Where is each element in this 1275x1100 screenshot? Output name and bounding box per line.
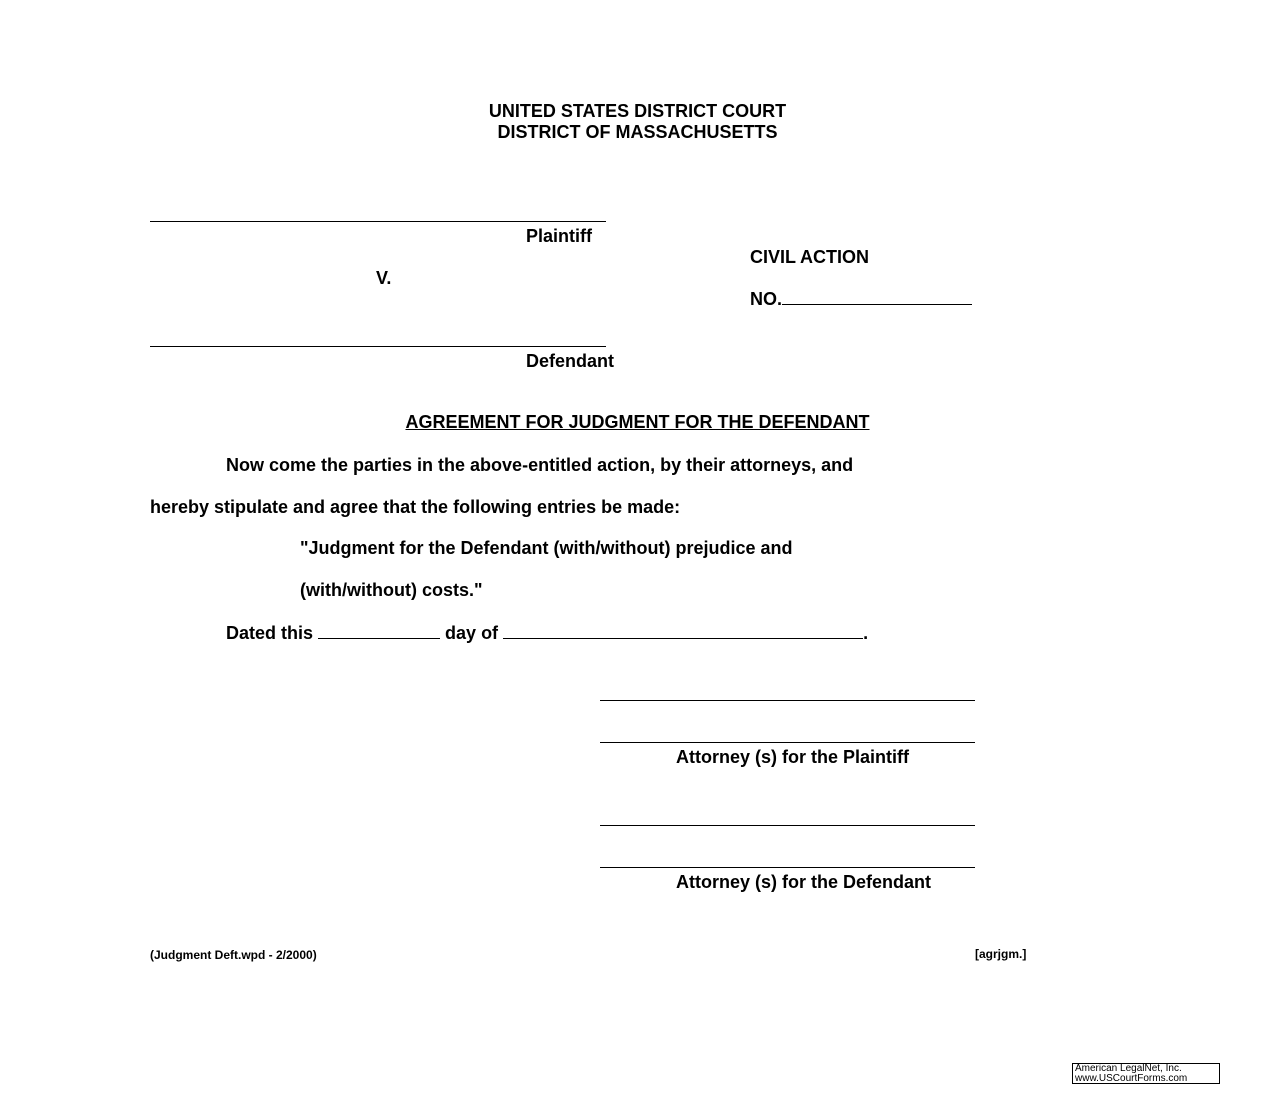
plaintiff-attorney-label: Attorney (s) for the Plaintiff: [676, 747, 909, 767]
plaintiff-label: Plaintiff: [526, 226, 592, 246]
defendant-line: [150, 346, 606, 347]
quote-line-1: "Judgment for the Defendant (with/without) prejudice and: [300, 538, 793, 558]
publisher-stamp: [1072, 1063, 1220, 1084]
dated-middle: day of: [445, 623, 499, 643]
court-name: UNITED STATES DISTRICT COURT: [488, 101, 787, 121]
month-blank: [503, 622, 863, 639]
defendant-attorney-label: Attorney (s) for the Defendant: [676, 872, 932, 892]
dated-prefix: Dated this: [226, 623, 314, 643]
body-line-1: Now come the parties in the above-entitled action, by their attorneys, and: [226, 455, 854, 475]
defendant-attorney-signature-line: [600, 825, 975, 826]
district-name: DISTRICT OF MASSACHUSETTS: [497, 122, 778, 142]
stamp-line-1: American LegalNet, Inc.: [1075, 1063, 1182, 1074]
quote-line-2: (with/without) costs.": [300, 580, 483, 600]
defendant-label: Defendant: [526, 351, 615, 371]
case-number-label: NO.: [750, 289, 783, 309]
body-line-2: hereby stipulate and agree that the following entries be made:: [150, 497, 681, 517]
footer-right: [agrjgm.]: [975, 947, 1027, 961]
case-number-blank: [782, 288, 972, 305]
plaintiff-line: [150, 221, 606, 222]
versus-label: V.: [376, 268, 392, 288]
civil-action-label: CIVIL ACTION: [750, 247, 870, 267]
day-blank: [318, 622, 440, 639]
plaintiff-attorney-signature-line: [600, 700, 975, 701]
plaintiff-attorney-name-line: [600, 742, 975, 743]
document-title: AGREEMENT FOR JUDGMENT FOR THE DEFENDANT: [405, 412, 870, 432]
case-number: [750, 288, 972, 309]
footer-left: (Judgment Deft.wpd - 2/2000): [150, 948, 317, 962]
stamp-line-2: www.USCourtForms.com: [1075, 1073, 1188, 1084]
dated-suffix: .: [863, 623, 869, 643]
defendant-attorney-name-line: [600, 867, 975, 868]
dated-line: [226, 622, 868, 643]
